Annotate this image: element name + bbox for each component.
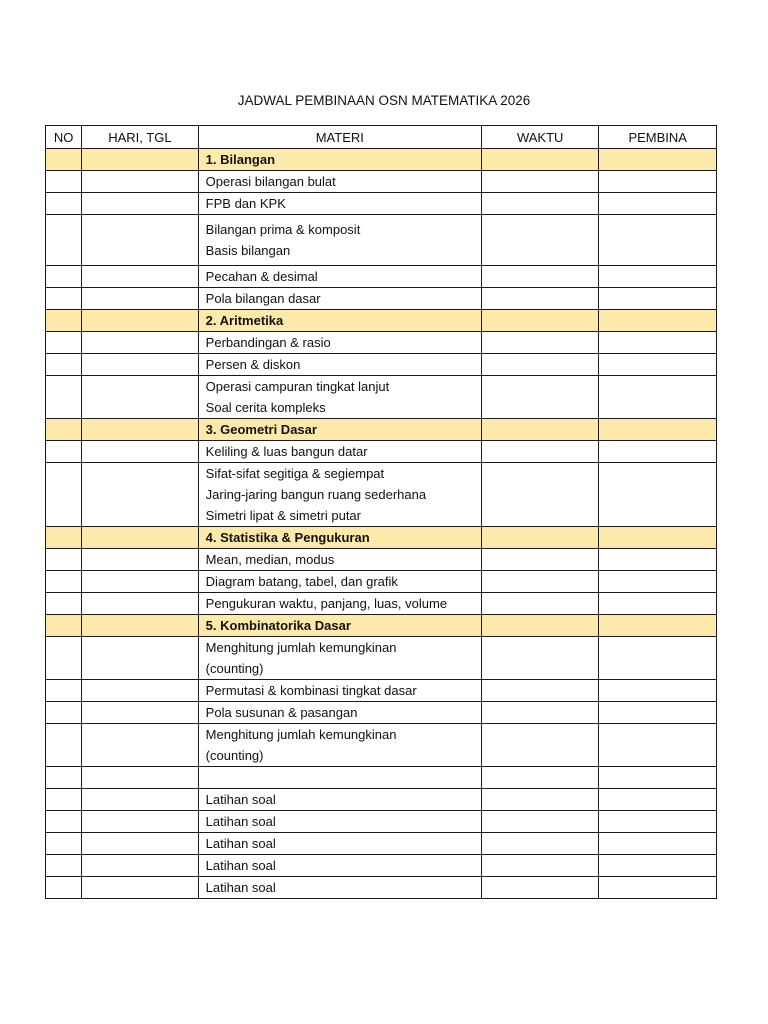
waktu-cell [481,288,599,310]
pembina-cell [599,877,717,899]
hari-tgl-cell [82,354,199,376]
schedule-body [46,149,717,899]
hari-tgl-cell [82,441,199,463]
hari-tgl-cell [82,833,199,855]
hari-tgl-cell [82,266,199,288]
waktu-cell [481,149,599,171]
no-cell [46,266,82,288]
header-pembina: PEMBINA [599,126,717,149]
no-cell [46,680,82,702]
materi-cell [198,215,481,266]
waktu-cell [481,171,599,193]
hari-tgl-cell [82,549,199,571]
no-cell [46,171,82,193]
materi-line: Operasi bilangan bulat [205,174,336,189]
no-cell [46,549,82,571]
hari-tgl-cell [82,332,199,354]
table-row [46,441,717,463]
no-cell [46,637,82,680]
hari-tgl-cell [82,593,199,615]
table-row [46,855,717,877]
section-title-cell [198,310,481,332]
materi-cell [198,593,481,615]
section-row [46,615,717,637]
table-row [46,680,717,702]
materi-cell [198,332,481,354]
materi-cell [198,789,481,811]
pembina-cell [599,419,717,441]
pembina-cell [599,571,717,593]
section-row [46,310,717,332]
materi-cell [198,877,481,899]
materi-line: Basis bilangan [205,243,291,258]
materi-cell [198,637,481,680]
table-row [46,354,717,376]
materi-line: Bilangan prima & komposit [205,222,361,237]
pembina-cell [599,724,717,767]
waktu-cell [481,855,599,877]
waktu-cell [481,549,599,571]
hari-tgl-cell [82,419,199,441]
no-cell [46,419,82,441]
section-title-cell [198,527,481,549]
materi-line: Operasi campuran tingkat lanjut [205,379,390,394]
schedule-table [45,125,717,899]
waktu-cell [481,463,599,527]
table-row [46,288,717,310]
no-cell [46,310,82,332]
no-cell [46,767,82,789]
waktu-cell [481,767,599,789]
materi-line: Soal cerita kompleks [205,400,326,415]
pembina-cell [599,680,717,702]
materi-line: FPB dan KPK [205,196,286,211]
table-row [46,376,717,419]
hari-tgl-cell [82,149,199,171]
hari-tgl-cell [82,215,199,266]
waktu-cell [481,811,599,833]
table-row [46,637,717,680]
pembina-cell [599,354,717,376]
waktu-cell [481,877,599,899]
pembina-cell [599,811,717,833]
materi-line: 1. Bilangan [205,152,276,167]
pembina-cell [599,288,717,310]
hari-tgl-cell [82,702,199,724]
materi-cell [198,266,481,288]
table-row [46,193,717,215]
materi-line: Pengukuran waktu, panjang, luas, volume [205,596,448,611]
no-cell [46,593,82,615]
header-materi: MATERI [198,126,481,149]
materi-line: Perbandingan & rasio [205,335,331,350]
materi-line: Pola bilangan dasar [205,291,321,306]
hari-tgl-cell [82,789,199,811]
waktu-cell [481,193,599,215]
waktu-cell [481,266,599,288]
materi-line: Latihan soal [205,880,276,895]
hari-tgl-cell [82,811,199,833]
materi-line: Pola susunan & pasangan [205,705,358,720]
materi-cell [198,571,481,593]
hari-tgl-cell [82,855,199,877]
waktu-cell [481,419,599,441]
materi-line: 4. Statistika & Pengukuran [205,530,370,545]
no-cell [46,193,82,215]
section-title-cell [198,419,481,441]
materi-line: Sifat-sifat segitiga & segiempat [205,466,385,481]
materi-cell [198,288,481,310]
no-cell [46,615,82,637]
pembina-cell [599,171,717,193]
pembina-cell [599,549,717,571]
pembina-cell [599,193,717,215]
no-cell [46,463,82,527]
materi-cell [198,724,481,767]
pembina-cell [599,463,717,527]
waktu-cell [481,441,599,463]
materi-cell [198,855,481,877]
no-cell [46,288,82,310]
hari-tgl-cell [82,310,199,332]
hari-tgl-cell [82,767,199,789]
materi-line: Latihan soal [205,836,276,851]
waktu-cell [481,789,599,811]
pembina-cell [599,527,717,549]
section-title-cell [198,149,481,171]
table-row [46,789,717,811]
hari-tgl-cell [82,615,199,637]
materi-line [206,767,474,788]
no-cell [46,441,82,463]
table-row [46,833,717,855]
materi-line: Persen & diskon [205,357,301,372]
table-row [46,171,717,193]
materi-line: Jaring-jaring bangun ruang sederhana [205,487,427,502]
waktu-cell [481,637,599,680]
table-row [46,215,717,266]
table-row [46,332,717,354]
pembina-cell [599,332,717,354]
pembina-cell [599,310,717,332]
waktu-cell [481,702,599,724]
section-title-cell [198,615,481,637]
header-row [46,126,717,149]
materi-line: Permutasi & kombinasi tingkat dasar [205,683,417,698]
table-row [46,593,717,615]
hari-tgl-cell [82,463,199,527]
pembina-cell [599,702,717,724]
hari-tgl-cell [82,193,199,215]
no-cell [46,376,82,419]
pembina-cell [599,441,717,463]
hari-tgl-cell [82,571,199,593]
waktu-cell [481,615,599,637]
hari-tgl-cell [82,171,199,193]
materi-line: Latihan soal [205,792,276,807]
waktu-cell [481,833,599,855]
pembina-cell [599,376,717,419]
table-row [46,724,717,767]
materi-cell [198,171,481,193]
table-row [46,463,717,527]
materi-line: Menghitung jumlah kemungkinan [205,727,397,742]
materi-line: Latihan soal [205,814,276,829]
waktu-cell [481,215,599,266]
waktu-cell [481,593,599,615]
materi-cell [198,702,481,724]
pembina-cell [599,266,717,288]
materi-cell [198,463,481,527]
no-cell [46,789,82,811]
no-cell [46,332,82,354]
no-cell [46,702,82,724]
hari-tgl-cell [82,376,199,419]
materi-line: 2. Aritmetika [205,313,284,328]
pembina-cell [599,593,717,615]
no-cell [46,149,82,171]
materi-line: (counting) [205,748,264,763]
pembina-cell [599,149,717,171]
table-row [46,767,717,789]
section-row [46,149,717,171]
materi-cell [198,549,481,571]
no-cell [46,833,82,855]
no-cell [46,215,82,266]
materi-line: Simetri lipat & simetri putar [205,508,361,523]
pembina-cell [599,855,717,877]
no-cell [46,724,82,767]
waktu-cell [481,571,599,593]
materi-cell [198,767,481,789]
materi-cell [198,680,481,702]
table-row [46,877,717,899]
materi-line: Keliling & luas bangun datar [205,444,368,459]
document-title: JADWAL PEMBINAAN OSN MATEMATIKA 2026 [237,93,531,108]
pembina-cell [599,767,717,789]
waktu-cell [481,354,599,376]
section-row [46,419,717,441]
materi-cell [198,811,481,833]
hari-tgl-cell [82,527,199,549]
materi-line: Pecahan & desimal [205,269,318,284]
table-row [46,266,717,288]
table-row [46,811,717,833]
materi-cell [198,441,481,463]
materi-line: 3. Geometri Dasar [205,422,317,437]
pembina-cell [599,833,717,855]
pembina-cell [599,789,717,811]
pembina-cell [599,615,717,637]
pembina-cell [599,637,717,680]
table-row [46,571,717,593]
materi-cell [198,833,481,855]
no-cell [46,354,82,376]
materi-cell [198,376,481,419]
materi-line: 5. Kombinatorika Dasar [205,618,351,633]
section-row [46,527,717,549]
header-no: NO [46,126,82,149]
hari-tgl-cell [82,724,199,767]
materi-cell [198,193,481,215]
waktu-cell [481,332,599,354]
waktu-cell [481,724,599,767]
no-cell [46,571,82,593]
waktu-cell [481,527,599,549]
pembina-cell [599,215,717,266]
no-cell [46,811,82,833]
no-cell [46,855,82,877]
waktu-cell [481,310,599,332]
materi-line: (counting) [205,661,264,676]
table-row [46,702,717,724]
materi-cell [198,354,481,376]
waktu-cell [481,376,599,419]
materi-line: Menghitung jumlah kemungkinan [205,640,397,655]
hari-tgl-cell [82,877,199,899]
hari-tgl-cell [82,288,199,310]
materi-line: Mean, median, modus [205,552,335,567]
no-cell [46,527,82,549]
header-hari-tgl: HARI, TGL [82,126,199,149]
no-cell [46,877,82,899]
materi-line: Latihan soal [205,858,276,873]
table-row [46,549,717,571]
waktu-cell [481,680,599,702]
hari-tgl-cell [82,680,199,702]
hari-tgl-cell [82,637,199,680]
materi-line: Diagram batang, tabel, dan grafik [205,574,398,589]
header-waktu: WAKTU [481,126,599,149]
